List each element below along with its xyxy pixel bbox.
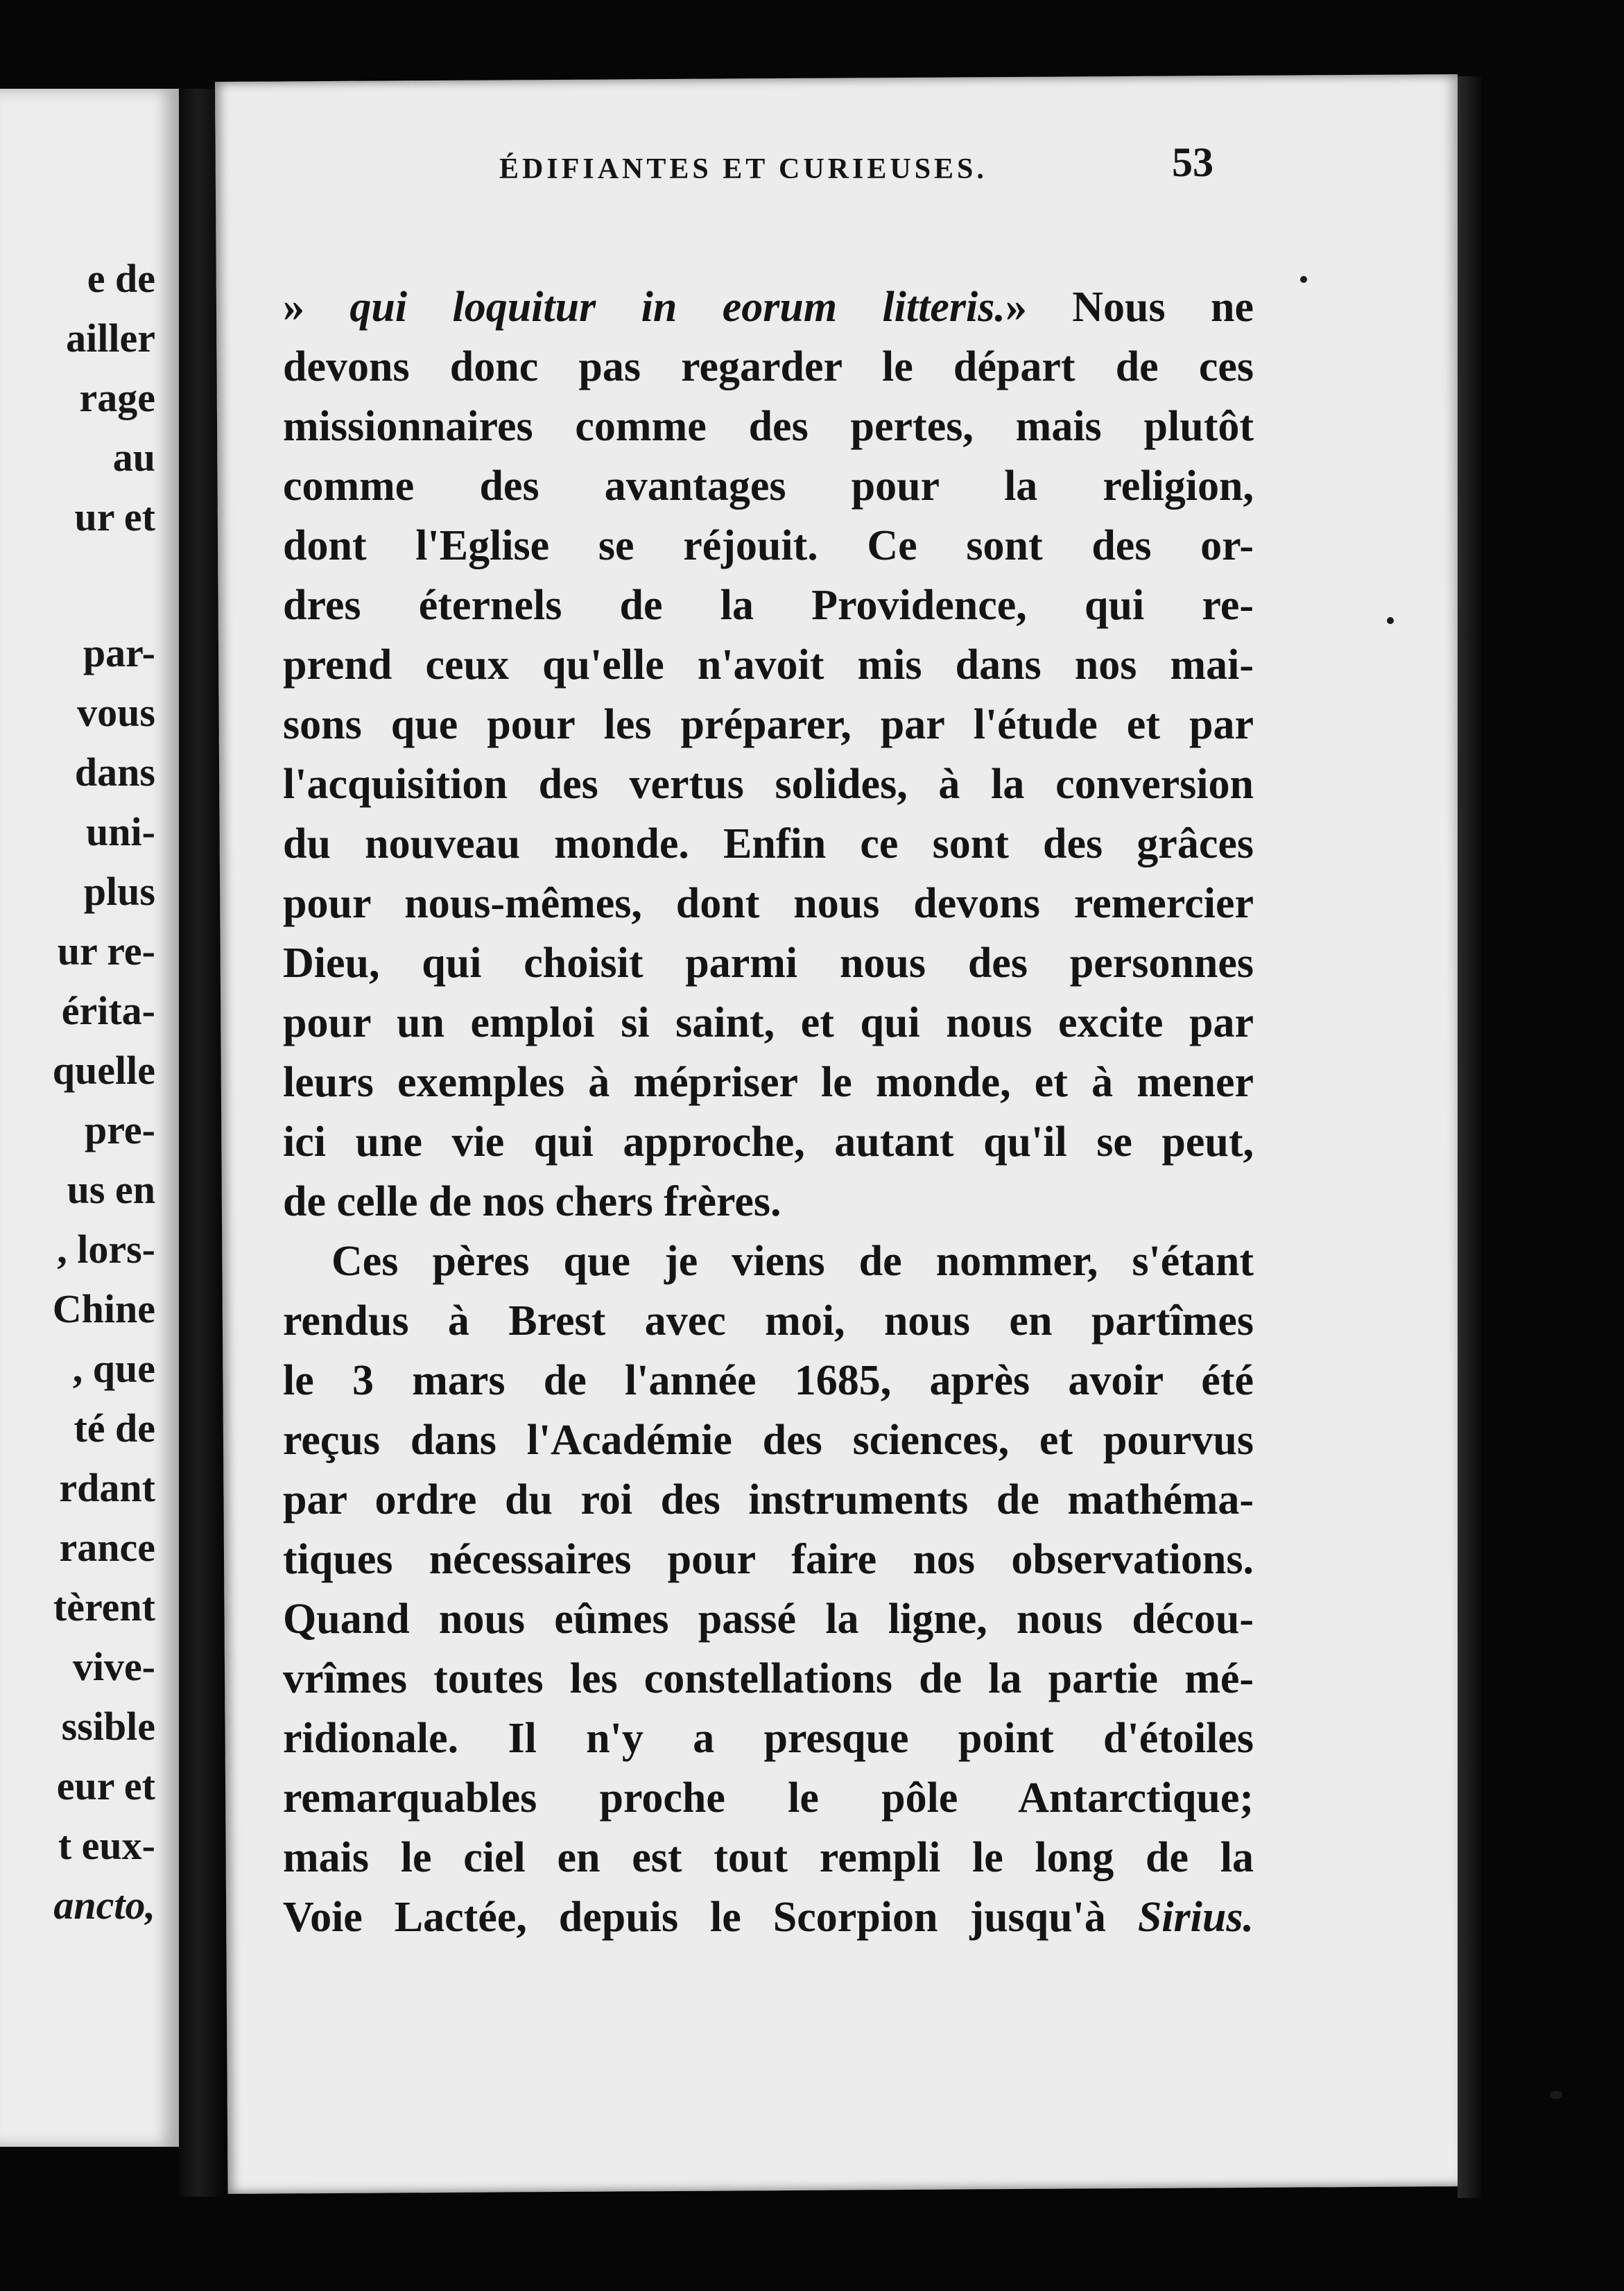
running-header <box>284 139 1213 194</box>
left-text-fragment: , que <box>72 1346 155 1391</box>
left-text-fragment: quelle <box>52 1048 155 1093</box>
left-text-fragment: t eux- <box>58 1823 155 1868</box>
text-line-last: Voie Lactée, depuis le Scorpion jusqu'à Sirius. <box>283 1894 1254 1941</box>
italic-phrase: qui loquitur in eorum litteris. <box>349 284 1005 331</box>
left-text-fragment: ur et <box>74 494 155 539</box>
left-text-fragment: Chine <box>52 1286 155 1331</box>
left-text-fragment: ssible <box>61 1704 155 1749</box>
text-line: mais le ciel en est tout rempli le long de la <box>283 1834 1254 1881</box>
left-text-fragment: plus <box>83 869 155 914</box>
text-line: Quand nous eûmes passé la ligne, nous décou- <box>283 1596 1254 1643</box>
text-line: dont l'Eglise se réjouit. Ce sont des or- <box>283 522 1254 569</box>
text-line: missionnaires comme des pertes, mais plutôt <box>283 403 1254 450</box>
left-text-fragment: ailler <box>66 315 155 361</box>
left-text-fragment: vous <box>77 690 155 735</box>
scan-speck <box>1387 617 1394 624</box>
page-number: 53 <box>1172 139 1213 185</box>
text-line: tiques nécessaires pour faire nos observations. <box>283 1536 1254 1583</box>
left-text-fragment: eur et <box>56 1763 155 1808</box>
text-line: pour un emploi si saint, et qui nous excite par <box>283 999 1254 1046</box>
text-line: par ordre du roi des instruments de mathéma- <box>283 1476 1254 1523</box>
left-text-fragment: rdant <box>59 1465 155 1510</box>
left-text-fragment: ancto, <box>53 1883 155 1928</box>
text-line: comme des avantages pour la religion, <box>283 462 1254 510</box>
italic-phrase: Sirius. <box>1137 1894 1254 1941</box>
scan-speck <box>1550 2091 1562 2099</box>
text-line: prend ceux qu'elle n'avoit mis dans nos mai- <box>283 641 1254 689</box>
text-line-1: » qui loquitur in eorum litteris.» Nous ne <box>283 284 1254 331</box>
text-line: l'acquisition des vertus solides, à la conversion <box>283 761 1254 808</box>
left-text-fragment: par- <box>83 630 155 675</box>
text-line: rendus à Brest avec moi, nous en partîmes <box>283 1297 1254 1345</box>
left-page-fragment <box>0 89 179 2147</box>
page-edge-shadow <box>1458 76 1481 2198</box>
left-text-fragment: ur re- <box>57 928 155 974</box>
left-text-fragment: érita- <box>61 988 155 1033</box>
left-text-fragment: rance <box>59 1525 155 1570</box>
text-line: reçus dans l'Académie des sciences, et pourvus <box>283 1417 1254 1464</box>
text-line: dres éternels de la Providence, qui re- <box>283 582 1254 629</box>
left-text-fragment: tèrent <box>53 1584 155 1629</box>
left-text-fragment: , lors- <box>57 1227 155 1272</box>
text-line: de celle de nos chers frères. <box>283 1178 781 1225</box>
text-line: leurs exemples à mépriser le monde, et à mener <box>283 1059 1254 1106</box>
text-line: Dieu, qui choisit parmi nous des personnes <box>283 940 1254 987</box>
left-text-fragment: uni- <box>86 809 155 854</box>
text-line: du nouveau monde. Enfin ce sont des grâces <box>283 820 1254 867</box>
running-title: ÉDIFIANTES ET CURIEUSES. <box>499 153 987 185</box>
scan-speck <box>1300 276 1307 283</box>
text-line: remarquables proche le pôle Antarctique; <box>283 1774 1254 1822</box>
text-line: ridionale. Il n'y a presque point d'étoiles <box>283 1715 1254 1762</box>
left-text-fragment: us en <box>67 1167 155 1212</box>
text-line: ici une vie qui approche, autant qu'il se peut, <box>283 1118 1254 1166</box>
text-line: sons que pour les préparer, par l'étude et par <box>283 701 1254 748</box>
paragraph-start-line: Ces pères que je viens de nommer, s'étant <box>331 1238 1254 1285</box>
text-line: pour nous-mêmes, dont nous devons remercier <box>283 880 1254 927</box>
left-text-fragment: rage <box>79 375 155 420</box>
left-text-fragment: té de <box>74 1406 155 1451</box>
text-line: le 3 mars de l'année 1685, après avoir été <box>283 1357 1254 1404</box>
text-line: devons donc pas regarder le départ de ces <box>283 343 1254 390</box>
text-line: vrîmes toutes les constellations de la partie mé- <box>283 1655 1254 1702</box>
left-text-fragment: au <box>112 435 155 480</box>
left-text-fragment: vive- <box>72 1644 155 1689</box>
left-text-fragment: e de <box>87 256 155 301</box>
left-text-fragment: pre- <box>84 1107 155 1152</box>
left-text-fragment: dans <box>74 750 155 795</box>
